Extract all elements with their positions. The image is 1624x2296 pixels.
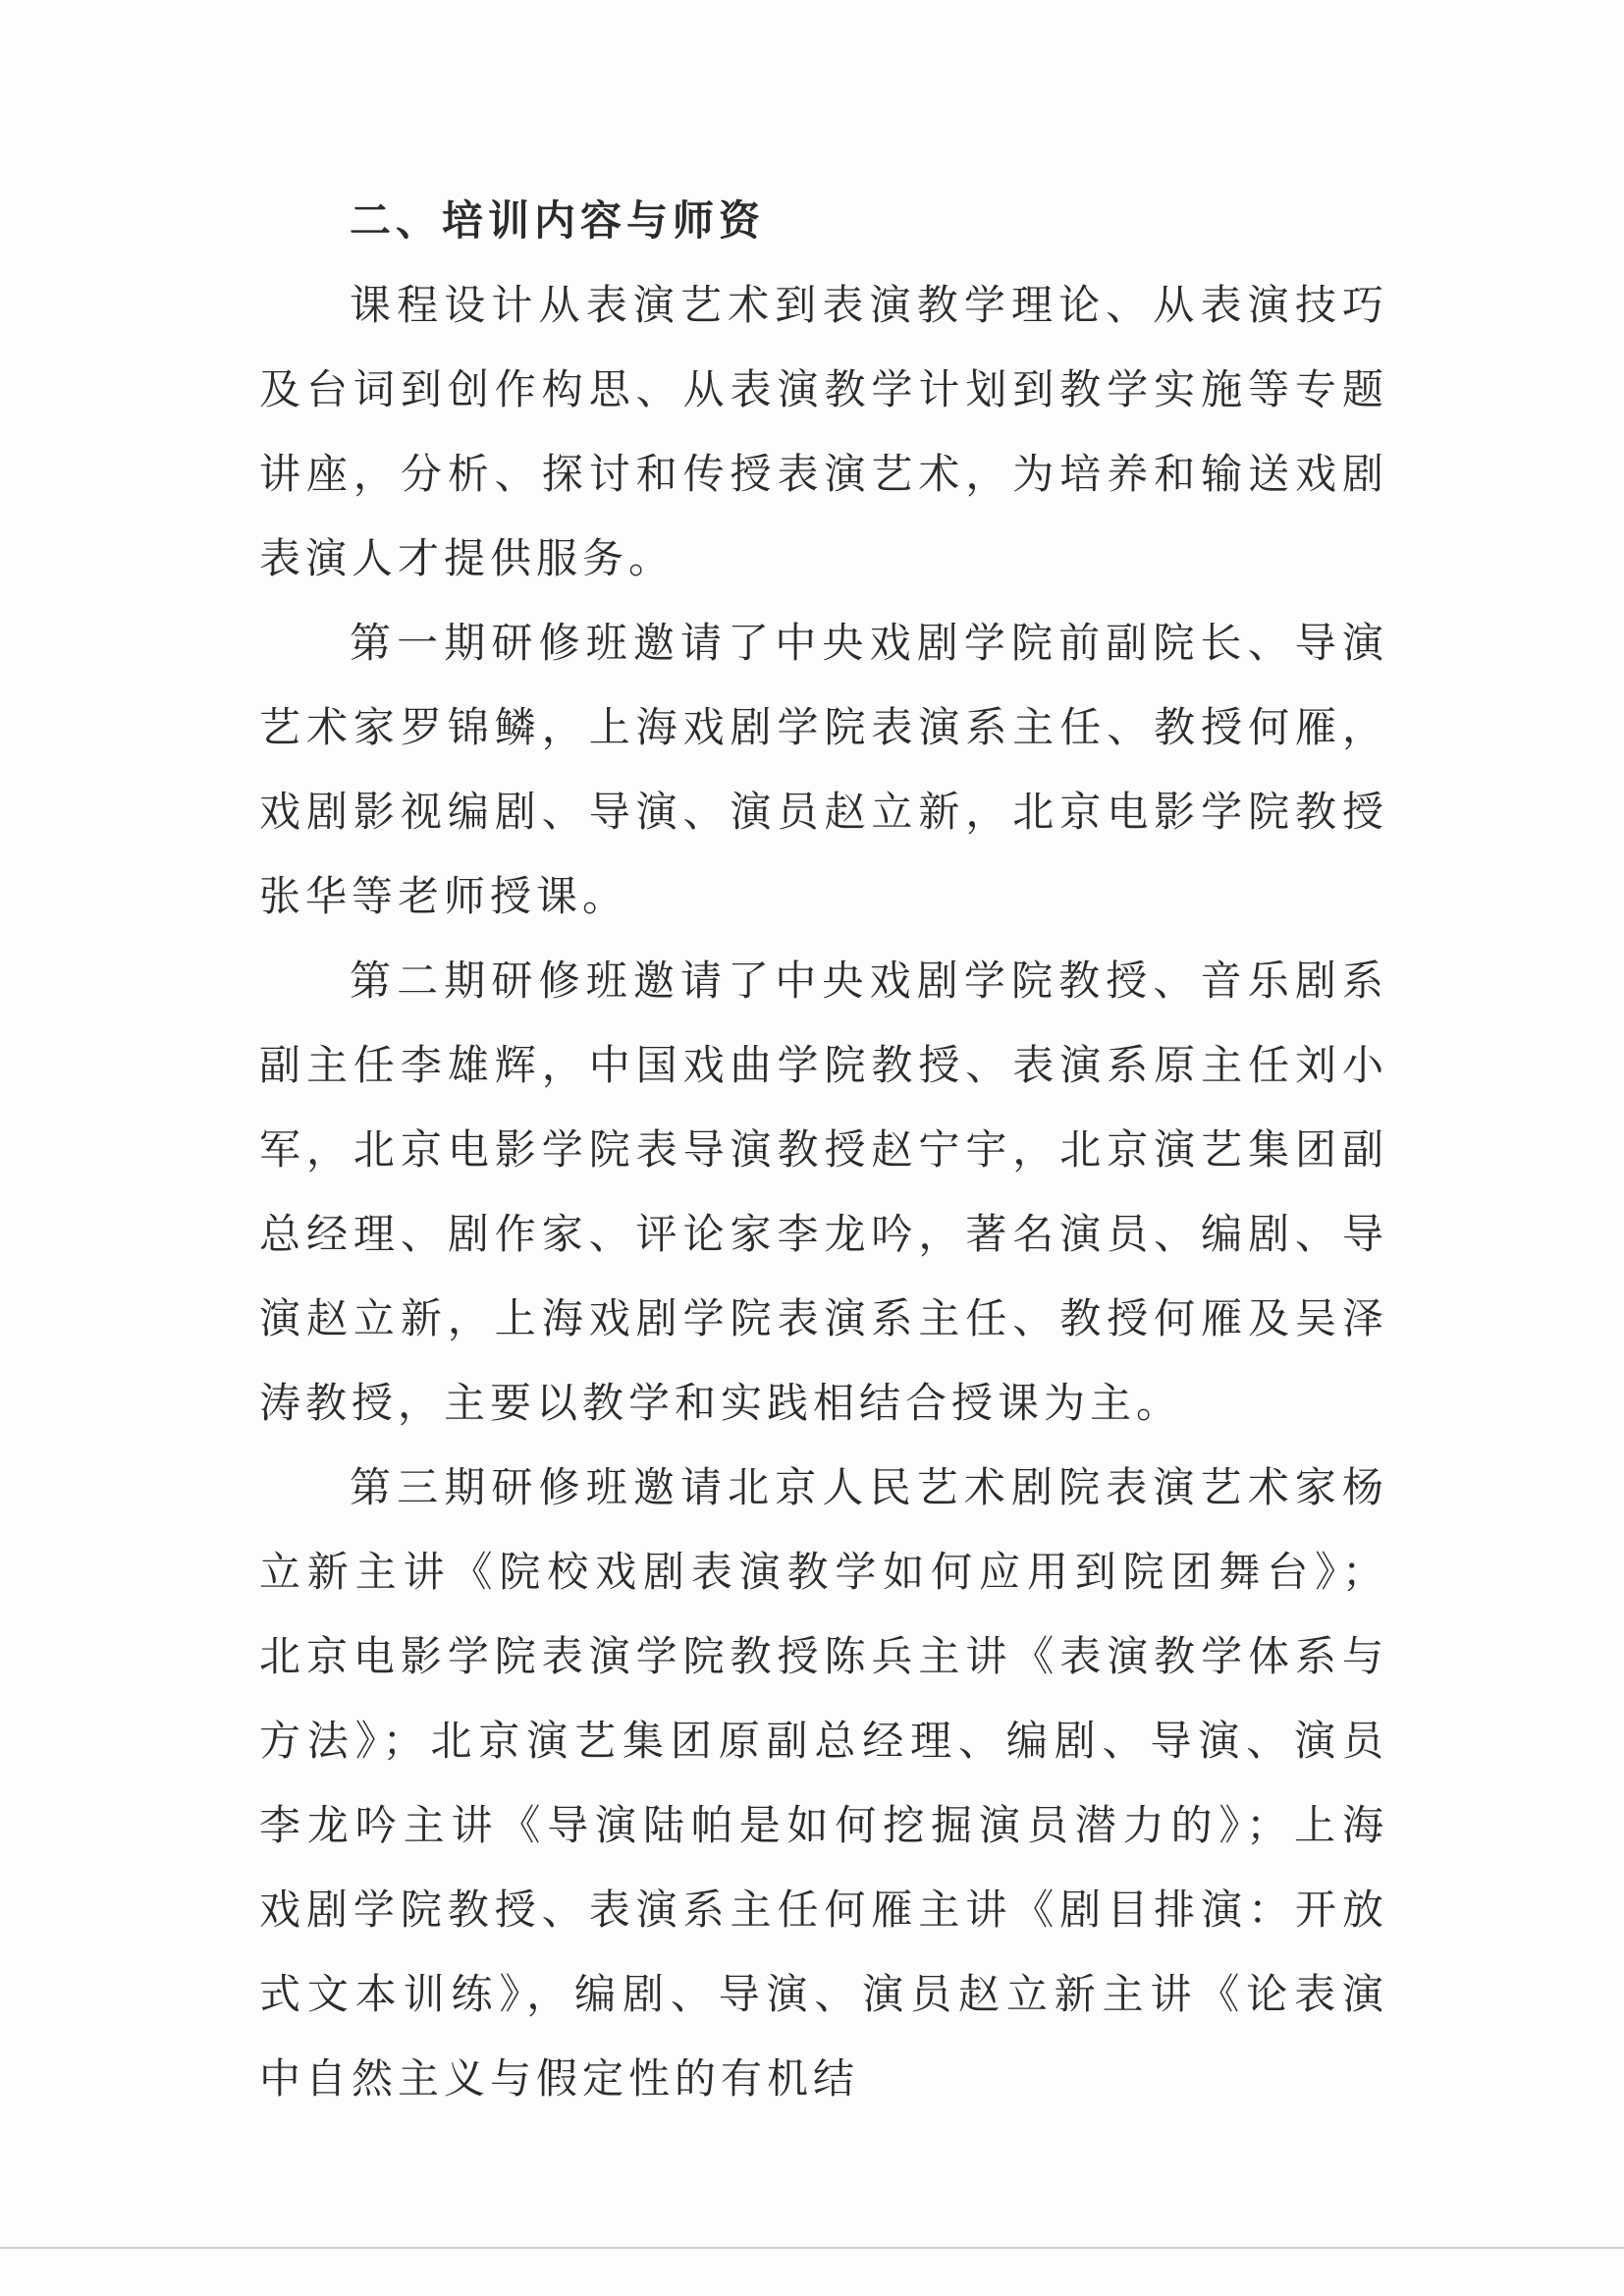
scan-bottom-edge (0, 2247, 1624, 2249)
paragraph-first-session: 第一期研修班邀请了中央戏剧学院前副院长、导演艺术家罗锦鳞，上海戏剧学院表演系主任、教授何雁，戏剧影视编剧、导演、演员赵立新，北京电影学院教授张华等老师授课。 (259, 619, 1388, 920)
paragraph-second-session: 第二期研修班邀请了中央戏剧学院教授、音乐剧系副主任李雄辉，中国戏曲学院教授、表演系原主任刘小军，北京电影学院表导演教授赵宁宇，北京演艺集团副总经理、剧作家、评论家李龙吟，著名演员、编剧、导演赵立新，上海戏剧学院表演系主任、教授何雁及吴泽涛教授，主要以教学和实践相结合授课为主。 (259, 957, 1388, 1427)
paragraph-third-session: 第三期研修班邀请北京人民艺术剧院表演艺术家杨立新主讲《院校戏剧表演教学如何应用到院团舞台》；北京电影学院表演学院教授陈兵主讲《表演教学体系与方法》；北京演艺集团原副总经理、编剧、导演、演员李龙吟主讲《导演陆帕是如何挖掘演员潜力的》；上海戏剧学院教授、表演系主任何雁主讲《剧目排演：开放式文本训练》，编剧、导演、演员赵立新主讲《论表演中自然主义与假定性的有机结 (259, 1463, 1388, 2103)
document-body (259, 179, 1388, 2121)
paragraph-course-design: 课程设计从表演艺术到表演教学理论、从表演技巧及台词到创作构思、从表演教学计划到教学实施等专题讲座，分析、探讨和传授表演艺术，为培养和输送戏剧表演人才提供服务。 (259, 281, 1388, 582)
section-heading: 二、培训内容与师资 (350, 196, 766, 245)
